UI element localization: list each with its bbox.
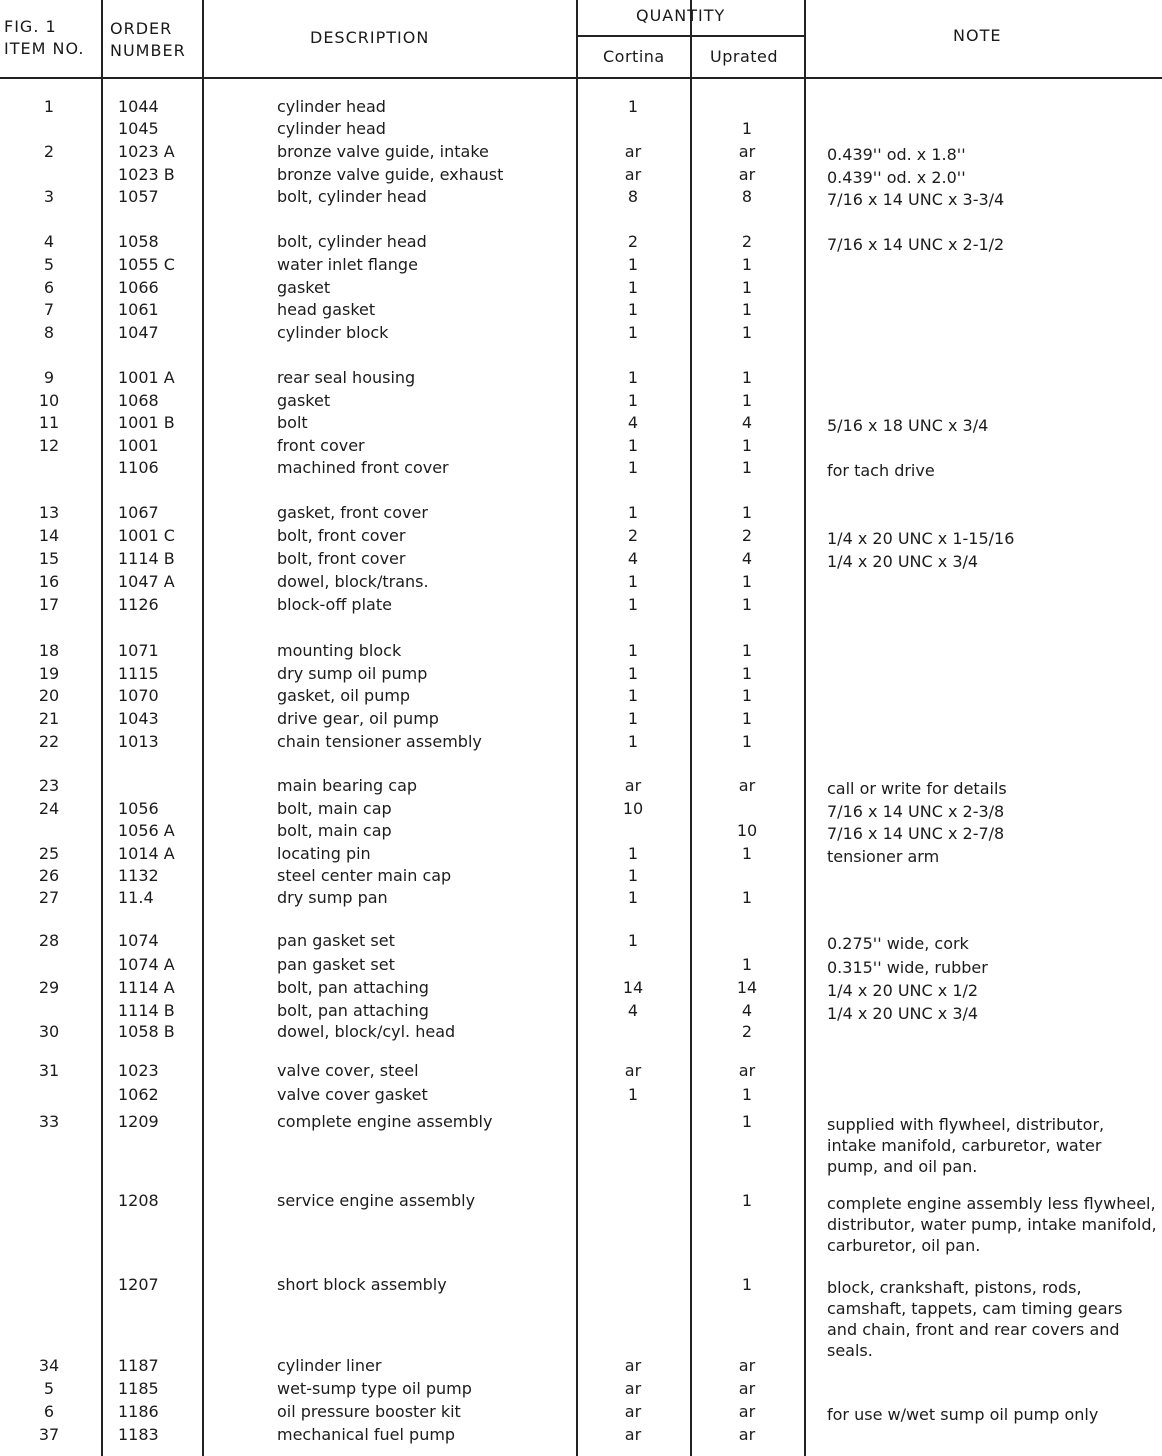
order-number: 1074 A <box>118 955 175 974</box>
qty-uprated: 10 <box>736 821 758 840</box>
qty-uprated: ar <box>738 165 756 184</box>
description: bolt, main cap <box>277 799 392 818</box>
item-number: 14 <box>38 526 60 545</box>
order-number: 1066 <box>118 278 159 297</box>
qty-cortina: 1 <box>627 888 639 907</box>
qty-cortina: ar <box>624 1425 642 1444</box>
qty-uprated: ar <box>738 776 756 795</box>
description: complete engine assembly <box>277 1112 493 1131</box>
header-item-no-label: ITEM NO. <box>4 39 85 58</box>
qty-cortina: 4 <box>627 1001 639 1020</box>
order-number: 1043 <box>118 709 159 728</box>
note: 0.439'' od. x 1.8'' <box>827 145 966 164</box>
order-number: 1013 <box>118 732 159 751</box>
item-number: 4 <box>43 232 55 251</box>
qty-uprated: 1 <box>741 1191 753 1210</box>
description: head gasket <box>277 300 376 319</box>
description: machined front cover <box>277 458 449 477</box>
description: bolt, cylinder head <box>277 232 427 251</box>
qty-uprated: 1 <box>741 323 753 342</box>
item-number: 21 <box>38 709 60 728</box>
item-number: 37 <box>38 1425 60 1444</box>
item-number: 7 <box>43 300 55 319</box>
header-note: NOTE <box>953 26 1002 45</box>
description: bolt, cylinder head <box>277 187 427 206</box>
qty-uprated: ar <box>738 1356 756 1375</box>
header-number-label: NUMBER <box>110 41 186 60</box>
qty-uprated: 1 <box>741 368 753 387</box>
description: pan gasket set <box>277 931 395 950</box>
qty-cortina: 1 <box>627 641 639 660</box>
description: dry sump pan <box>277 888 388 907</box>
qty-cortina: ar <box>624 142 642 161</box>
order-number: 1047 A <box>118 572 175 591</box>
qty-cortina: 1 <box>627 458 639 477</box>
qty-uprated: 1 <box>741 732 753 751</box>
note: 1/4 x 20 UNC x 1-15/16 <box>827 529 1015 548</box>
item-number: 3 <box>43 187 55 206</box>
column-divider <box>202 0 204 1456</box>
item-number: 30 <box>38 1022 60 1041</box>
order-number: 1071 <box>118 641 159 660</box>
description: front cover <box>277 436 365 455</box>
qty-cortina: 1 <box>627 1085 639 1104</box>
order-number: 1114 B <box>118 549 175 568</box>
qty-uprated: 4 <box>741 549 753 568</box>
qty-uprated: ar <box>738 142 756 161</box>
qty-cortina: 1 <box>627 368 639 387</box>
item-number: 5 <box>43 1379 55 1398</box>
item-number: 1 <box>43 97 55 116</box>
description: block-off plate <box>277 595 392 614</box>
description: cylinder liner <box>277 1356 382 1375</box>
item-number: 20 <box>38 686 60 705</box>
order-number: 1067 <box>118 503 159 522</box>
header-cortina: Cortina <box>603 47 665 66</box>
qty-uprated: 1 <box>741 888 753 907</box>
item-number: 10 <box>38 391 60 410</box>
qty-cortina: 10 <box>622 799 644 818</box>
qty-cortina: 1 <box>627 664 639 683</box>
qty-uprated: ar <box>738 1061 756 1080</box>
note: supplied with flywheel, distributor, intake manifold, carburetor, water pump, and oil pan. <box>827 1115 1105 1176</box>
item-number: 34 <box>38 1356 60 1375</box>
qty-cortina: 4 <box>627 549 639 568</box>
order-number: 1183 <box>118 1425 159 1444</box>
note: 0.315'' wide, rubber <box>827 958 988 977</box>
order-number: 1001 A <box>118 368 175 387</box>
qty-uprated: 4 <box>741 413 753 432</box>
order-number: 1114 B <box>118 1001 175 1020</box>
qty-uprated: 1 <box>741 686 753 705</box>
qty-uprated: ar <box>738 1425 756 1444</box>
header-order-label: ORDER <box>110 19 173 38</box>
item-number: 16 <box>38 572 60 591</box>
order-number: 1115 <box>118 664 159 683</box>
order-number: 1070 <box>118 686 159 705</box>
qty-uprated: 2 <box>741 526 753 545</box>
description: valve cover, steel <box>277 1061 419 1080</box>
qty-cortina: ar <box>624 776 642 795</box>
qty-cortina: 1 <box>627 503 639 522</box>
description: rear seal housing <box>277 368 416 387</box>
header-order-number <box>110 18 186 62</box>
description: water inlet flange <box>277 255 418 274</box>
qty-uprated: ar <box>738 1379 756 1398</box>
description: bolt, front cover <box>277 549 406 568</box>
order-number: 1055 C <box>118 255 175 274</box>
order-number: 1062 <box>118 1085 159 1104</box>
item-number: 23 <box>38 776 60 795</box>
item-number: 2 <box>43 142 55 161</box>
order-number: 1132 <box>118 866 159 885</box>
item-number: 33 <box>38 1112 60 1131</box>
description: valve cover gasket <box>277 1085 428 1104</box>
description: oil pressure booster kit <box>277 1402 461 1421</box>
qty-uprated: 8 <box>741 187 753 206</box>
note: 0.275'' wide, cork <box>827 934 969 953</box>
item-number: 31 <box>38 1061 60 1080</box>
order-number: 1047 <box>118 323 159 342</box>
order-number: 1058 <box>118 232 159 251</box>
qty-cortina: ar <box>624 1061 642 1080</box>
qty-cortina: ar <box>624 165 642 184</box>
description: main bearing cap <box>277 776 418 795</box>
order-number: 1209 <box>118 1112 159 1131</box>
order-number: 1186 <box>118 1402 159 1421</box>
description: gasket, front cover <box>277 503 428 522</box>
note: complete engine assembly less flywheel, distributor, water pump, intake manifold, carburetor, oil pan. <box>827 1194 1157 1255</box>
description: dowel, block/trans. <box>277 572 429 591</box>
qty-cortina: 1 <box>627 686 639 705</box>
order-number: 1057 <box>118 187 159 206</box>
qty-uprated: 1 <box>741 436 753 455</box>
note: 1/4 x 20 UNC x 3/4 <box>827 552 979 571</box>
item-number: 5 <box>43 255 55 274</box>
description: bolt, pan attaching <box>277 1001 429 1020</box>
qty-uprated: 1 <box>741 458 753 477</box>
qty-cortina: 2 <box>627 232 639 251</box>
qty-cortina: 1 <box>627 323 639 342</box>
order-number: 1056 A <box>118 821 175 840</box>
order-number: 1001 <box>118 436 159 455</box>
order-number: 11.4 <box>118 888 154 907</box>
note: 7/16 x 14 UNC x 3-3/4 <box>827 190 1005 209</box>
description: service engine assembly <box>277 1191 476 1210</box>
description: cylinder head <box>277 97 386 116</box>
order-number: 1061 <box>118 300 159 319</box>
order-number: 1106 <box>118 458 159 477</box>
qty-cortina: 1 <box>627 300 639 319</box>
qty-uprated: 1 <box>741 278 753 297</box>
column-divider <box>101 0 103 1456</box>
item-number: 18 <box>38 641 60 660</box>
description: cylinder block <box>277 323 389 342</box>
qty-uprated: ar <box>738 1402 756 1421</box>
order-number: 1023 B <box>118 165 175 184</box>
item-number: 28 <box>38 931 60 950</box>
qty-uprated: 1 <box>741 1085 753 1104</box>
qty-uprated: 1 <box>741 300 753 319</box>
item-number: 12 <box>38 436 60 455</box>
order-number: 1044 <box>118 97 159 116</box>
item-number: 6 <box>43 278 55 297</box>
qty-uprated: 14 <box>736 978 758 997</box>
note: 7/16 x 14 UNC x 2-7/8 <box>827 824 1005 843</box>
qty-cortina: 1 <box>627 931 639 950</box>
description: dry sump oil pump <box>277 664 428 683</box>
item-number: 17 <box>38 595 60 614</box>
order-number: 1023 A <box>118 142 175 161</box>
description: mechanical fuel pump <box>277 1425 456 1444</box>
description: bolt, main cap <box>277 821 392 840</box>
header-uprated: Uprated <box>710 47 779 66</box>
column-divider <box>804 0 806 1456</box>
qty-cortina: 1 <box>627 255 639 274</box>
header-item-no <box>4 16 85 60</box>
qty-uprated: 1 <box>741 503 753 522</box>
qty-cortina: 1 <box>627 844 639 863</box>
item-number: 15 <box>38 549 60 568</box>
order-number: 1208 <box>118 1191 159 1210</box>
note: 1/4 x 20 UNC x 3/4 <box>827 1004 979 1023</box>
qty-cortina: ar <box>624 1402 642 1421</box>
header-rule <box>0 77 1162 79</box>
order-number: 1001 C <box>118 526 175 545</box>
qty-uprated: 1 <box>741 844 753 863</box>
order-number: 1068 <box>118 391 159 410</box>
description: bolt, pan attaching <box>277 978 429 997</box>
order-number: 1058 B <box>118 1022 175 1041</box>
order-number: 1185 <box>118 1379 159 1398</box>
qty-uprated: 1 <box>741 595 753 614</box>
note: 5/16 x 18 UNC x 3/4 <box>827 416 989 435</box>
qty-uprated: 4 <box>741 1001 753 1020</box>
qty-uprated: 1 <box>741 1275 753 1294</box>
qty-uprated: 1 <box>741 641 753 660</box>
note: 0.439'' od. x 2.0'' <box>827 168 966 187</box>
qty-cortina: 8 <box>627 187 639 206</box>
item-number: 26 <box>38 866 60 885</box>
description: wet-sump type oil pump <box>277 1379 472 1398</box>
qty-uprated: 2 <box>741 1022 753 1041</box>
order-number: 1207 <box>118 1275 159 1294</box>
header-fig-label: FIG. 1 <box>4 17 57 36</box>
item-number: 8 <box>43 323 55 342</box>
header-description: DESCRIPTION <box>310 28 430 47</box>
description: gasket <box>277 391 331 410</box>
item-number: 25 <box>38 844 60 863</box>
qty-cortina: 1 <box>627 278 639 297</box>
order-number: 1187 <box>118 1356 159 1375</box>
qty-cortina: 1 <box>627 391 639 410</box>
description: locating pin <box>277 844 371 863</box>
item-number: 9 <box>43 368 55 387</box>
item-number: 24 <box>38 799 60 818</box>
description: mounting block <box>277 641 402 660</box>
description: chain tensioner assembly <box>277 732 482 751</box>
qty-uprated: 1 <box>741 255 753 274</box>
note: 7/16 x 14 UNC x 2-1/2 <box>827 235 1005 254</box>
order-number: 1114 A <box>118 978 175 997</box>
description: short block assembly <box>277 1275 447 1294</box>
note: 7/16 x 14 UNC x 2-3/8 <box>827 802 1005 821</box>
description: drive gear, oil pump <box>277 709 439 728</box>
qty-cortina: 1 <box>627 595 639 614</box>
qty-cortina: ar <box>624 1379 642 1398</box>
qty-cortina: 1 <box>627 97 639 116</box>
qty-uprated: 1 <box>741 1112 753 1131</box>
qty-uprated: 1 <box>741 664 753 683</box>
qty-cortina: 2 <box>627 526 639 545</box>
item-number: 29 <box>38 978 60 997</box>
item-number: 13 <box>38 503 60 522</box>
order-number: 1126 <box>118 595 159 614</box>
description: gasket <box>277 278 331 297</box>
description: bronze valve guide, exhaust <box>277 165 504 184</box>
qty-cortina: 1 <box>627 436 639 455</box>
description: dowel, block/cyl. head <box>277 1022 456 1041</box>
qty-uprated: 1 <box>741 709 753 728</box>
description: pan gasket set <box>277 955 395 974</box>
description: steel center main cap <box>277 866 452 885</box>
qty-cortina: 1 <box>627 732 639 751</box>
order-number: 1001 B <box>118 413 175 432</box>
note: 1/4 x 20 UNC x 1/2 <box>827 981 979 1000</box>
qty-uprated: 1 <box>741 955 753 974</box>
order-number: 1014 A <box>118 844 175 863</box>
qty-cortina: 14 <box>622 978 644 997</box>
item-number: 11 <box>38 413 60 432</box>
note: for use w/wet sump oil pump only <box>827 1405 1099 1424</box>
qty-uprated: 2 <box>741 232 753 251</box>
description: bronze valve guide, intake <box>277 142 489 161</box>
item-number: 6 <box>43 1402 55 1421</box>
note: call or write for details <box>827 779 1007 798</box>
qty-cortina: 1 <box>627 866 639 885</box>
item-number: 22 <box>38 732 60 751</box>
order-number: 1074 <box>118 931 159 950</box>
item-number: 27 <box>38 888 60 907</box>
description: cylinder head <box>277 119 386 138</box>
qty-cortina: 1 <box>627 709 639 728</box>
note: tensioner arm <box>827 847 940 866</box>
qty-cortina: 4 <box>627 413 639 432</box>
order-number: 1045 <box>118 119 159 138</box>
order-number: 1056 <box>118 799 159 818</box>
description: bolt <box>277 413 308 432</box>
description: bolt, front cover <box>277 526 406 545</box>
qty-cortina: ar <box>624 1356 642 1375</box>
qty-uprated: 1 <box>741 119 753 138</box>
description: gasket, oil pump <box>277 686 411 705</box>
quantity-header-rule <box>576 35 806 37</box>
note: block, crankshaft, pistons, rods, camshaft, tappets, cam timing gears and chain, front and rear covers and seals. <box>827 1278 1123 1360</box>
header-quantity: QUANTITY <box>636 6 726 25</box>
qty-uprated: 1 <box>741 572 753 591</box>
item-number: 19 <box>38 664 60 683</box>
qty-cortina: 1 <box>627 572 639 591</box>
qty-uprated: 1 <box>741 391 753 410</box>
note: for tach drive <box>827 461 935 480</box>
order-number: 1023 <box>118 1061 159 1080</box>
